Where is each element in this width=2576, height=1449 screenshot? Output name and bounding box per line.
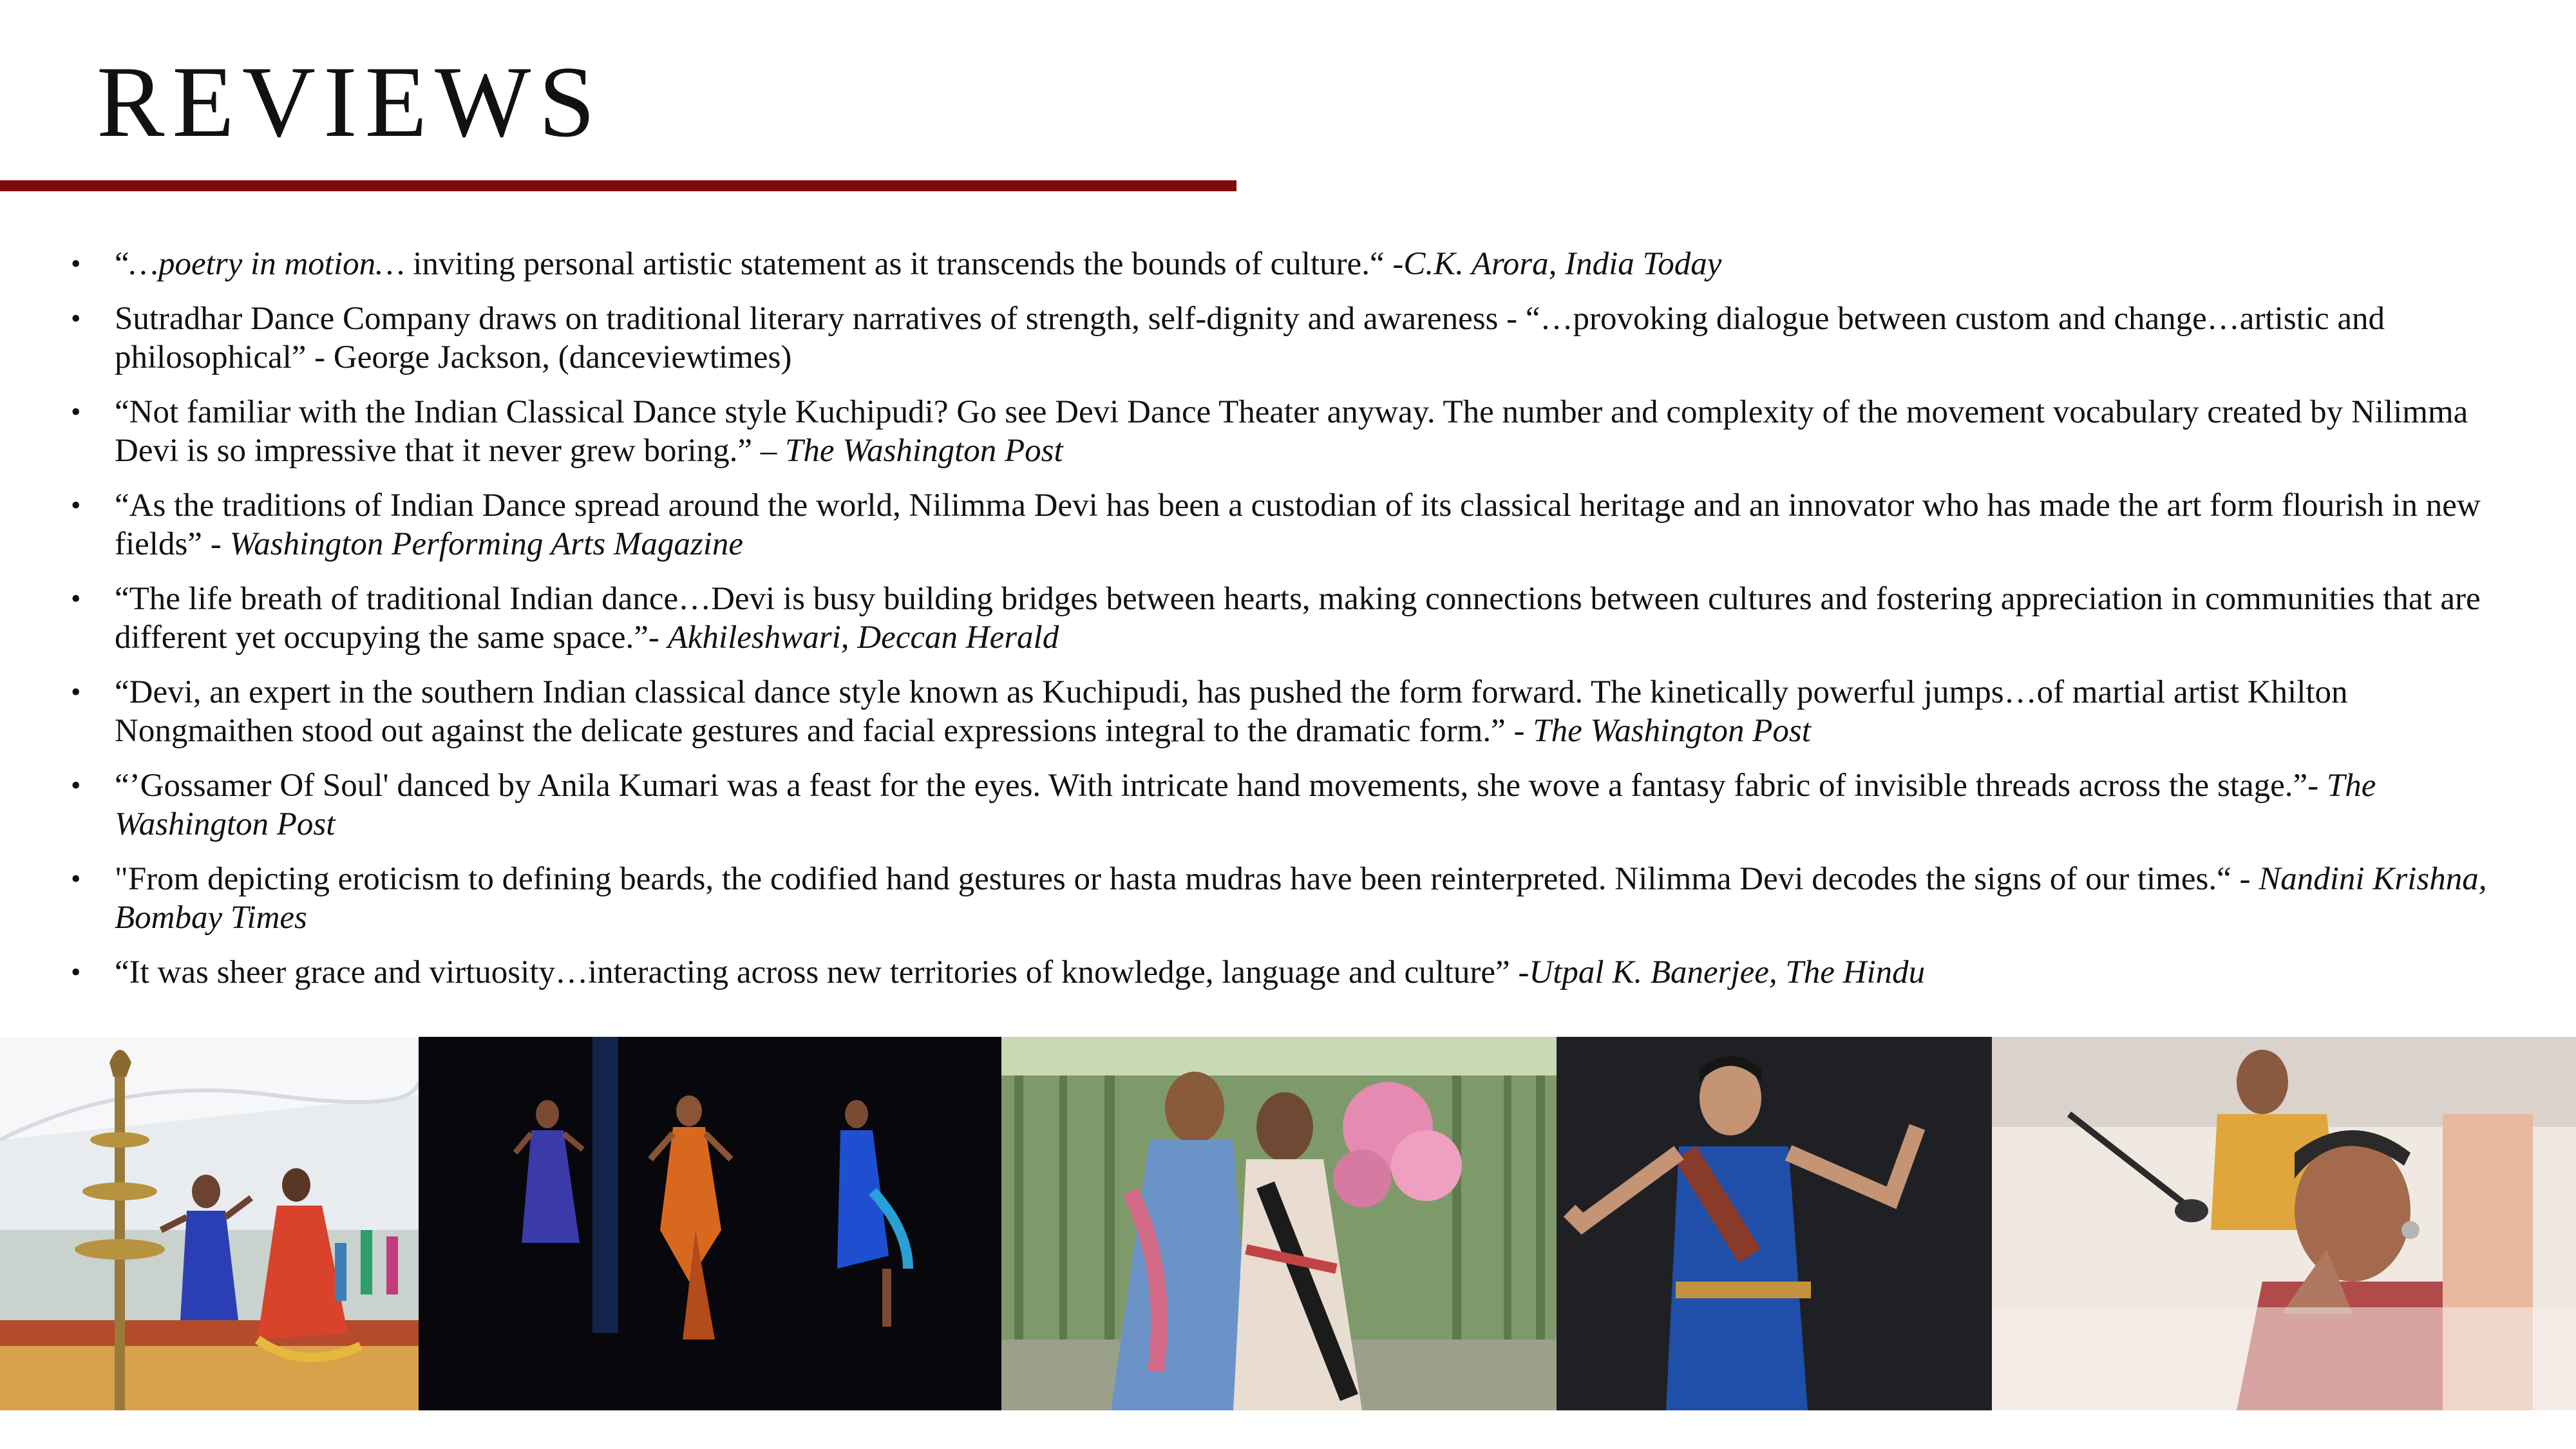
review-item — [71, 860, 2518, 937]
bullet-icon: • — [71, 248, 81, 279]
photo-outdoor-lamp-performance — [0, 1037, 419, 1410]
review-text: Sutradhar Dance Company draws on traditional literary narratives of strength, self-dignity and awareness - “…provoking dialogue between custom and change…artistic and philosophical” - George Jackson, (danceviewtimes) — [115, 301, 2385, 375]
photo-solo-dancer — [1557, 1037, 1992, 1410]
bullet-icon: • — [71, 676, 81, 708]
review-source: Washington Performing Arts Magazine — [229, 526, 744, 562]
review-item — [71, 245, 2518, 283]
review-text: “’Gossamer Of Soul' danced by Anila Kumari was a feast for the eyes. With intricate hand movements, she wove a fantasy fabric of invisible threads across the stage.”- — [115, 768, 2327, 804]
bullet-icon: • — [71, 489, 81, 521]
review-item — [71, 953, 2518, 992]
page-title: REVIEWS — [97, 46, 603, 158]
review-item — [71, 393, 2518, 470]
bullet-icon: • — [71, 863, 81, 895]
review-source: The Washington Post — [785, 433, 1063, 469]
review-text: “It was sheer grace and virtuosity…interacting across new territories of knowledge, language and culture” - — [115, 954, 1530, 990]
review-source: -C.K. Arora, India Today — [1392, 246, 1722, 282]
review-source: …poetry in motion… — [129, 246, 405, 282]
bullet-icon: • — [71, 396, 81, 428]
review-item — [71, 766, 2518, 844]
bullet-icon: • — [71, 956, 81, 988]
review-text: "From depicting eroticism to defining beards, the codified hand gestures or hasta mudras have been reinterpreted. Nilimma Devi decodes the signs of our times.“ - — [115, 861, 2259, 897]
photo-strip — [0, 1037, 2576, 1410]
review-source: Akhileshwari, Deccan Herald — [667, 620, 1059, 656]
review-source: Utpal K. Banerjee, The Hindu — [1529, 954, 1926, 990]
bullet-icon: • — [71, 303, 81, 334]
photo-garden-duet — [1001, 1037, 1557, 1410]
bullet-icon: • — [71, 583, 81, 614]
review-source: The Washington Post — [1533, 713, 1811, 749]
photo-stage-trio — [419, 1037, 1001, 1410]
review-item — [71, 486, 2518, 564]
review-text: inviting personal artistic statement as it transcends the bounds of culture.“ — [404, 246, 1393, 282]
review-item — [71, 580, 2518, 657]
review-text: “Not familiar with the Indian Classical Dance style Kuchipudi? Go see Devi Dance Theater anyway. The number and complexity of the movement vocabulary created by Nilimma Devi is so impressive that it never grew boring.” – — [115, 394, 2468, 469]
review-text: “The life breath of traditional Indian dance…Devi is busy building bridges between hearts, making connections between cultures and fostering appreciation in communities that are different yet occupying the same space.”- — [115, 581, 2481, 656]
photo-elder-namaste — [1992, 1037, 2576, 1410]
review-text: “ — [115, 246, 129, 282]
review-text: “Devi, an expert in the southern Indian classical dance style known as Kuchipudi, has pushed the form forward. The kinetically powerful jumps…of martial artist Khilton Nongmaithen stood out against the delicate gestures and facial expressions integral to the dramatic form.” - — [115, 674, 2348, 749]
review-text: “As the traditions of Indian Dance spread around the world, Nilimma Devi has been a custodian of its classical heritage and an innovator who has made the art form flourish in new fields” - — [115, 488, 2481, 562]
review-source: Nandini Krishna, Bombay Times — [115, 861, 2487, 936]
reviews-list — [71, 245, 2518, 1008]
bullet-icon: • — [71, 770, 81, 801]
review-item — [71, 673, 2518, 750]
review-source: The Washington Post — [115, 768, 2376, 842]
review-item — [71, 299, 2518, 377]
title-underline-rule — [0, 180, 1236, 191]
